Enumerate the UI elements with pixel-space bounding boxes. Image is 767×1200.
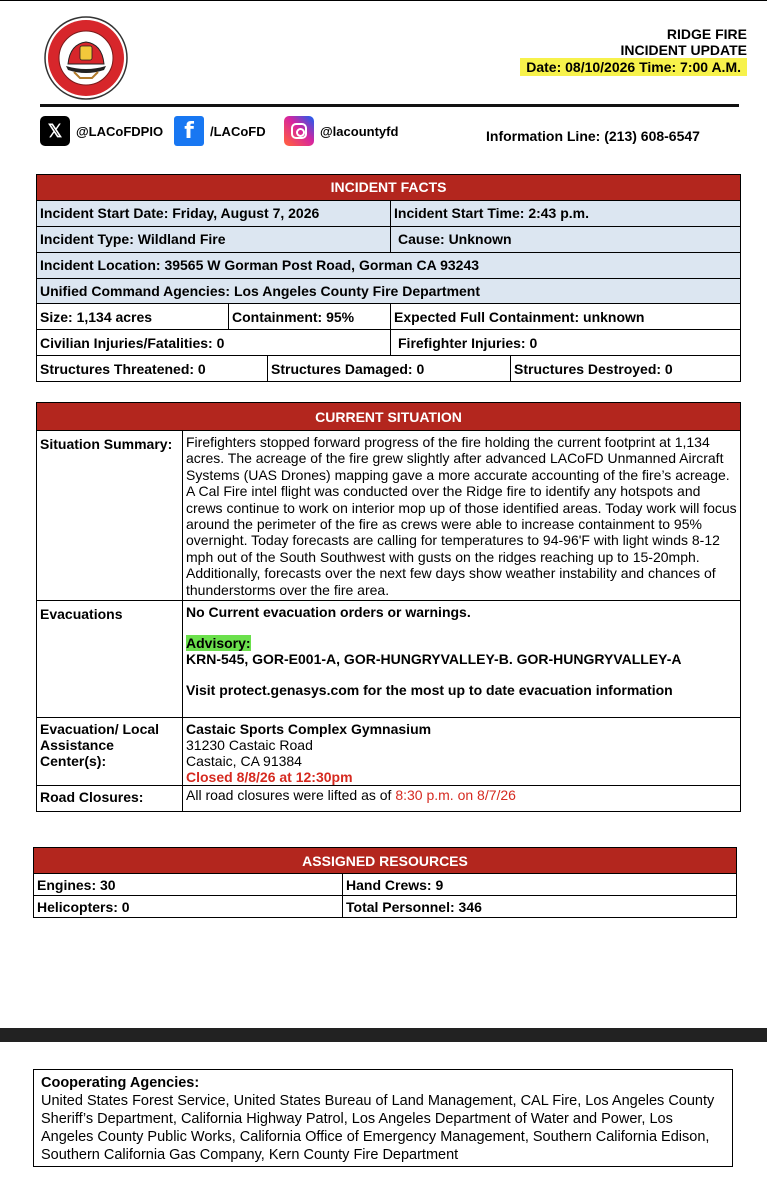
advisory-label: Advisory: [186, 635, 251, 651]
unified-command-agencies: Unified Command Agencies: Los Angeles County Fire Department [37, 278, 741, 304]
update-date: Date: 08/10/2026 Time: 7:00 A.M. [520, 58, 747, 76]
firefighter-injuries: Firefighter Injuries: 0 [391, 330, 741, 356]
incident-type: Incident Type: Wildland Fire [37, 226, 391, 252]
cooperating-agencies-title: Cooperating Agencies: [41, 1075, 200, 1091]
information-line: Information Line: (213) 608-6547 [486, 128, 700, 144]
center-address-line1: 31230 Castaic Road [186, 737, 313, 753]
header-divider [40, 104, 739, 107]
center-status: Closed 8/8/26 at 12:30pm [186, 769, 353, 785]
road-closures-label: Road Closures: [37, 786, 183, 812]
assistance-center-details [183, 718, 741, 786]
x-logo-icon: 𝕏 [40, 116, 70, 146]
structures-destroyed: Structures Destroyed: 0 [511, 356, 741, 382]
instagram-logo-icon [284, 116, 314, 146]
assigned-resources-table [33, 847, 737, 918]
instagram-social-link[interactable] [284, 116, 398, 146]
incident-cause: Cause: Unknown [391, 226, 741, 252]
incident-start-date: Incident Start Date: Friday, August 7, 2026 [37, 200, 391, 226]
current-situation-title: CURRENT SITUATION [37, 403, 741, 431]
cooperating-agencies-box [33, 1069, 733, 1167]
cooperating-agencies-list: United States Forest Service, United States Bureau of Land Management, CAL Fire, Los Angeles County Sheriff’s Department, California Highway Patrol, Los Angeles Department of Water and Power, Los Angeles County Public Works, California Office of Emergency Management, Southern California Edison, Southern California Gas Company, Kern County Fire Department [41, 1093, 715, 1163]
expected-full-containment: Expected Full Containment: unknown [391, 304, 741, 330]
incident-header [520, 26, 747, 76]
helicopters-count: Helicopters: 0 [34, 896, 343, 918]
hand-crews-count: Hand Crews: 9 [343, 874, 737, 896]
evacuations-details [183, 601, 741, 718]
la-county-fire-seal-logo [44, 16, 128, 100]
current-situation-table [36, 402, 741, 812]
fire-size: Size: 1,134 acres [37, 304, 229, 330]
structures-damaged: Structures Damaged: 0 [268, 356, 511, 382]
social-bar [40, 116, 740, 146]
incident-start-time: Incident Start Time: 2:43 p.m. [391, 200, 741, 226]
x-handle: @LACoFDPIO [76, 123, 164, 139]
civilian-injuries: Civilian Injuries/Fatalities: 0 [37, 330, 391, 356]
total-personnel-count: Total Personnel: 346 [343, 896, 737, 918]
road-closures-text: All road closures were lifted as of [186, 787, 396, 803]
footer-divider-band [0, 1028, 767, 1042]
structures-threatened: Structures Threatened: 0 [37, 356, 268, 382]
incident-name: RIDGE FIRE [666, 26, 747, 42]
assigned-resources-title: ASSIGNED RESOURCES [34, 848, 737, 874]
incident-location: Incident Location: 39565 W Gorman Post Road, Gorman CA 93243 [37, 252, 741, 278]
incident-facts-table [36, 174, 741, 382]
facebook-handle: /LACoFD [210, 123, 266, 139]
evacuation-orders: No Current evacuation orders or warnings. [186, 604, 471, 620]
center-address-line2: Castaic, CA 91384 [186, 753, 302, 769]
road-closures-time: 8:30 p.m. on 8/7/26 [395, 787, 516, 803]
road-closures-details [183, 786, 741, 812]
update-title: INCIDENT UPDATE [620, 42, 747, 58]
instagram-handle: @lacountyfd [320, 123, 399, 139]
situation-summary-label: Situation Summary: [37, 431, 183, 601]
situation-summary-text: Firefighters stopped forward progress of the fire holding the current footprint at 1,134 acres. The acreage of the fire grew slightly after advanced LACoFD Unmanned Aircraft Systems (UAS Drones) mapping gave a more accurate accounting of the fire’s acreage. A Cal Fire intel flight was conducted over the Ridge fire to identify any hotspots and crews continue to work on interior mop up of those identified areas. Today work will focus around the perimeter of the fire as crews were able to increase containment to 95% overnight. Today forecasts are calling for temperatures to 94-96'F with light winds 8-12 mph out of the South Southwest with gusts on the ridges reaching up to 15-20mph. Additionally, forecasts over the next few days show weather instability and chances of thunderstorms over the fire area. [183, 431, 741, 601]
advisory-zones: KRN-545, GOR-E001-A, GOR-HUNGRYVALLEY-B. GOR-HUNGRYVALLEY-A [186, 651, 682, 667]
incident-facts-title: INCIDENT FACTS [37, 175, 741, 201]
evacuations-label: Evacuations [37, 601, 183, 718]
containment: Containment: 95% [229, 304, 391, 330]
engines-count: Engines: 30 [34, 874, 343, 896]
center-name: Castaic Sports Complex Gymnasium [186, 721, 432, 737]
facebook-logo-icon: f [174, 116, 204, 146]
evacuation-info-link[interactable]: Visit protect.genasys.com for the most up to date evacuation information [186, 682, 673, 698]
facebook-social-link[interactable] [174, 116, 266, 146]
assistance-center-label: Evacuation/ Local Assistance Center(s): [37, 718, 183, 786]
x-social-link[interactable] [40, 116, 163, 146]
top-border-line [0, 0, 767, 1]
